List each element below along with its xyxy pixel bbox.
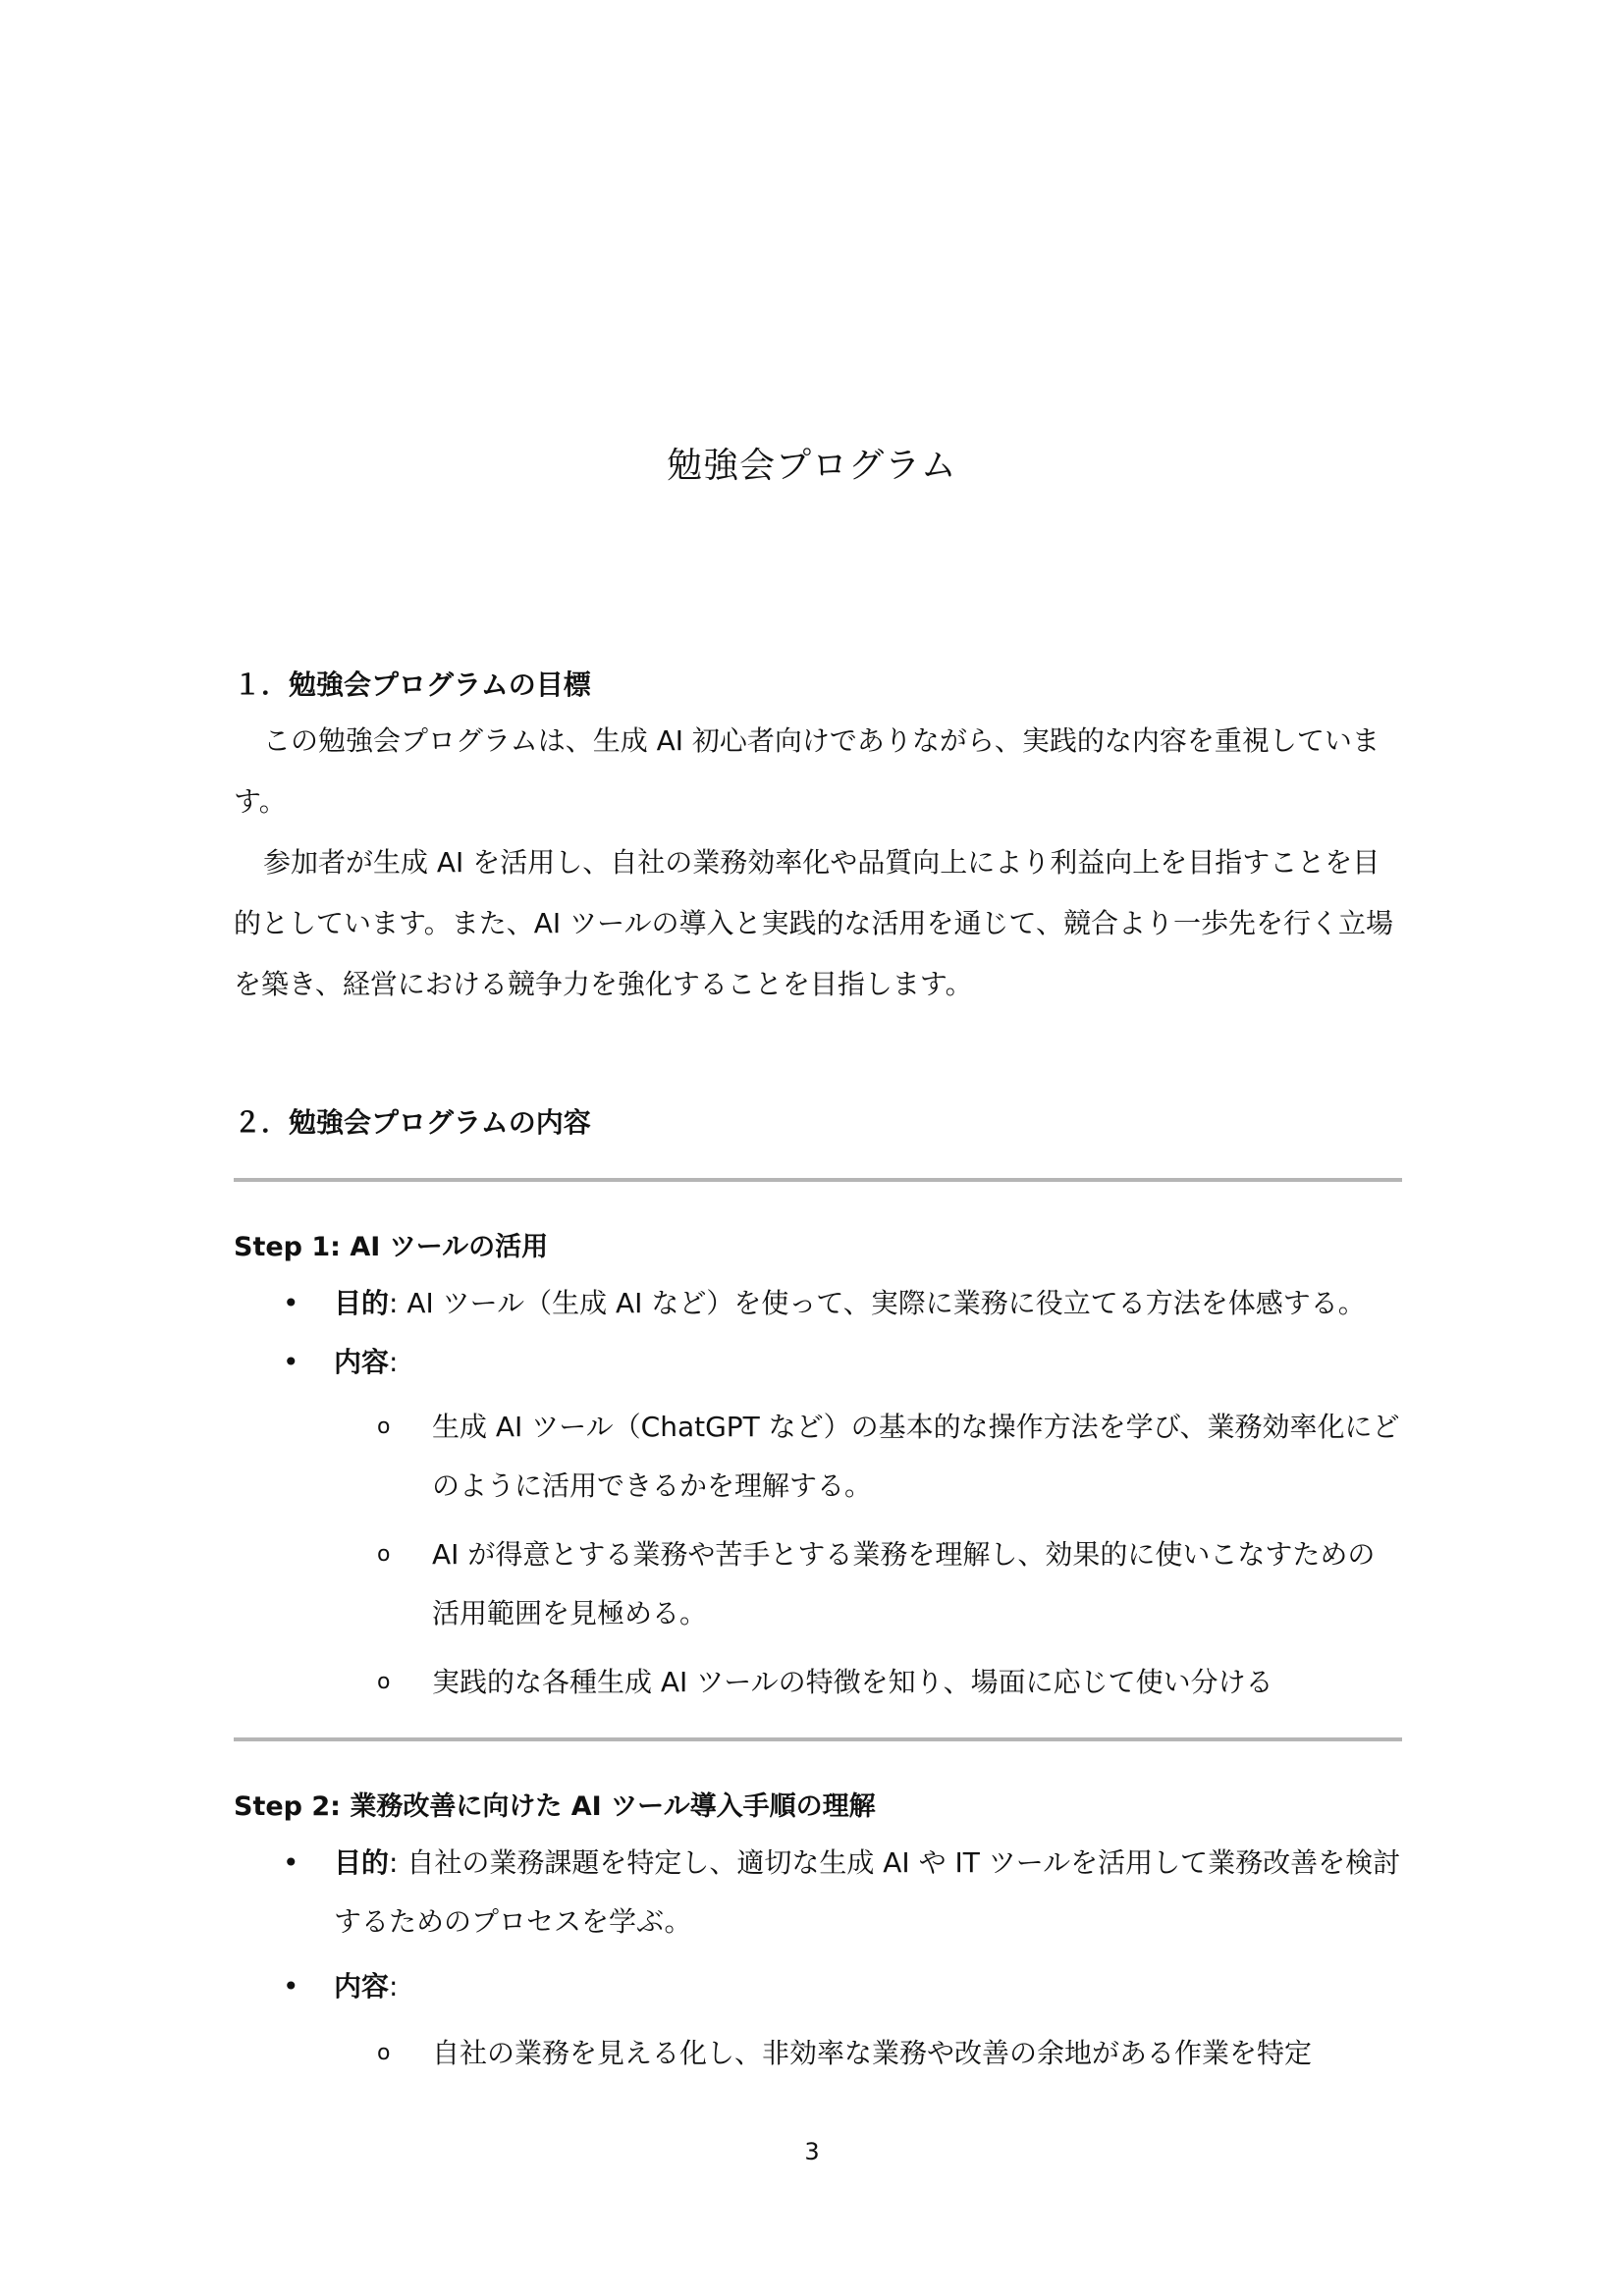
bullet-icon: • <box>283 1846 299 1879</box>
sub-bullet-icon: o <box>377 1415 391 1439</box>
page-title: 勉強会プログラム <box>667 446 957 486</box>
step1-purpose-item <box>283 1274 1402 1333</box>
step1-content-colon: : <box>389 1346 399 1378</box>
step2-purpose-text: : 自社の業務課題を特定し、適切な生成 AI や IT ツールを活用して業務改善を検討するためのプロセスを学ぶ。 <box>334 1846 1401 1938</box>
bullet-icon: • <box>283 1970 299 2002</box>
step2-purpose-label: 目的 <box>334 1846 390 1879</box>
section1-heading: １．勉強会プログラムの目標 <box>234 668 591 701</box>
section2-heading: ２．勉強会プログラムの内容 <box>234 1106 591 1139</box>
step1-content-label: 内容 <box>334 1346 390 1378</box>
page-number: 3 <box>804 2138 820 2165</box>
step1-subitem <box>377 1398 1402 1516</box>
step2-content-label: 内容 <box>334 1970 390 2002</box>
sub-bullet-icon: o <box>377 2041 391 2065</box>
step1-subitem <box>377 1653 1402 1712</box>
step1-purpose-label: 目的 <box>334 1287 390 1319</box>
divider <box>234 1737 1402 1741</box>
step2-content-item <box>283 1957 1402 2016</box>
step2-content-colon: : <box>389 1970 399 2002</box>
bullet-icon: • <box>283 1346 299 1378</box>
step1-content-item <box>283 1333 1402 1392</box>
step2-subitem-text: 自社の業務を見える化し、非効率な業務や改善の余地がある作業を特定 <box>432 2037 1313 2069</box>
step2-title: Step 2: 業務改善に向けた AI ツール導入手順の理解 <box>234 1791 876 1822</box>
step1-subitem <box>377 1525 1402 1643</box>
step2-subitem <box>377 2024 1402 2083</box>
section1-paragraph-2: 参加者が生成 AI を活用し、自社の業務効率化や品質向上により利益向上を目指すことを目的としています。また、AI ツールの導入と実践的な活用を通じて、競合より一歩先を行く立場を築き、経営における競争力を強化することを目指します。 <box>234 846 1393 1000</box>
step2-purpose-item <box>283 1834 1402 1951</box>
sub-bullet-icon: o <box>377 1670 391 1694</box>
sub-bullet-icon: o <box>377 1542 391 1567</box>
step1-purpose-text: : AI ツール（生成 AI など）を使って、実際に業務に役立てる方法を体感する。 <box>389 1287 1366 1319</box>
step1-title: Step 1: AI ツールの活用 <box>234 1232 549 1262</box>
step1-subitem-text: 生成 AI ツール（ChatGPT など）の基本的な操作方法を学び、業務効率化にどのように活用できるかを理解する。 <box>432 1411 1400 1502</box>
bullet-icon: • <box>283 1287 299 1319</box>
divider <box>234 1178 1402 1182</box>
step1-subitem-text: 実践的な各種生成 AI ツールの特徴を知り、場面に応じて使い分ける <box>432 1666 1273 1698</box>
step1-subitem-text: AI が得意とする業務や苦手とする業務を理解し、効果的に使いこなすための活用範囲を見極める。 <box>432 1538 1376 1629</box>
section1-paragraph-1: この勉強会プログラムは、生成 AI 初心者向けでありながら、実践的な内容を重視しています。 <box>234 724 1380 818</box>
